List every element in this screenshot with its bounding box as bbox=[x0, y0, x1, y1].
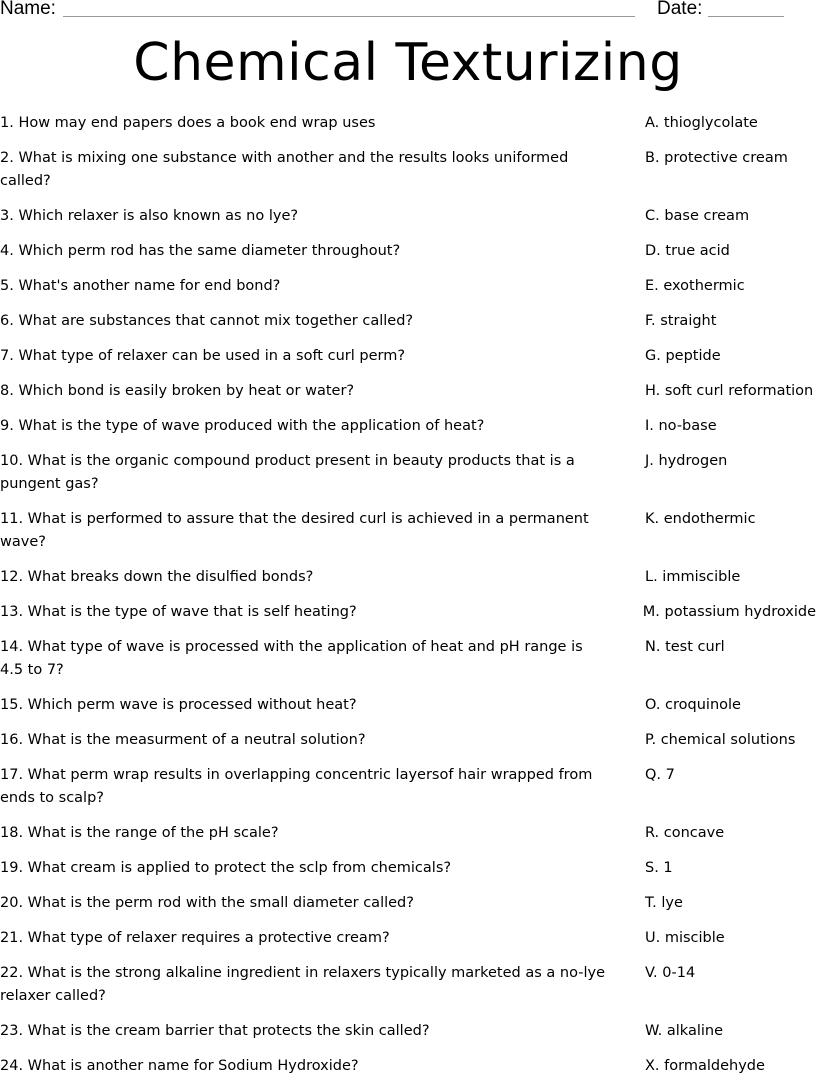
matching-row bbox=[0, 962, 816, 1008]
matching-row bbox=[0, 822, 816, 845]
question-text: 16. What is the measurment of a neutral solution? bbox=[0, 732, 366, 748]
answer-option: H. soft curl reformation bbox=[645, 383, 814, 399]
question-text: 8. Which bond is easily broken by heat or water? bbox=[0, 383, 355, 399]
matching-row bbox=[0, 450, 816, 496]
matching-row bbox=[0, 240, 816, 263]
matching-row bbox=[0, 694, 816, 717]
answer-option: A. thioglycolate bbox=[645, 115, 758, 131]
matching-row bbox=[0, 729, 816, 752]
matching-row bbox=[0, 380, 816, 403]
question-text: 18. What is the range of the pH scale? bbox=[0, 825, 279, 841]
question-text: 13. What is the type of wave that is self heating? bbox=[0, 604, 357, 620]
answer-option: J. hydrogen bbox=[645, 453, 728, 469]
matching-row bbox=[0, 205, 816, 228]
answer-option: E. exothermic bbox=[645, 278, 745, 294]
question-text: 19. What cream is applied to protect the sclp from chemicals? bbox=[0, 860, 452, 876]
question-text: 9. What is the type of wave produced with the application of heat? bbox=[0, 418, 485, 434]
matching-row bbox=[0, 112, 816, 135]
matching-row bbox=[0, 566, 816, 589]
question-text: 21. What type of relaxer requires a protective cream? bbox=[0, 930, 390, 946]
matching-row bbox=[0, 275, 816, 298]
question-text: 11. What is performed to assure that the desired curl is achieved in a permanent wave? bbox=[0, 511, 589, 550]
answer-option: V. 0-14 bbox=[645, 965, 696, 981]
matching-row bbox=[0, 1055, 816, 1078]
answer-option: R. concave bbox=[645, 825, 725, 841]
question-text: 24. What is another name for Sodium Hydroxide? bbox=[0, 1058, 359, 1074]
answer-option: U. miscible bbox=[645, 930, 725, 946]
answer-option: K. endothermic bbox=[645, 511, 756, 527]
question-text: 2. What is mixing one substance with another and the results looks uniformed called? bbox=[0, 150, 569, 189]
question-text: 22. What is the strong alkaline ingredient in relaxers typically marketed as a no-lye relaxer called? bbox=[0, 965, 605, 1004]
question-text: 15. Which perm wave is processed without heat? bbox=[0, 697, 357, 713]
worksheet-title: Chemical Texturizing bbox=[133, 33, 683, 93]
matching-row bbox=[0, 415, 816, 438]
matching-row bbox=[0, 310, 816, 333]
answer-option: D. true acid bbox=[645, 243, 730, 259]
answer-option: L. immiscible bbox=[645, 569, 741, 585]
question-text: 1. How may end papers does a book end wrap uses bbox=[0, 115, 376, 131]
answer-option: M. potassium hydroxide bbox=[642, 604, 816, 620]
name-blank-line bbox=[63, 16, 635, 17]
matching-row bbox=[0, 892, 816, 915]
matching-row bbox=[0, 345, 816, 368]
answer-option: G. peptide bbox=[645, 348, 721, 364]
answer-option: X. formaldehyde bbox=[645, 1058, 765, 1074]
answer-option: I. no-base bbox=[645, 418, 717, 434]
matching-list bbox=[0, 112, 816, 1090]
matching-row bbox=[0, 1020, 816, 1043]
answer-option: S. 1 bbox=[645, 860, 673, 876]
matching-row bbox=[0, 601, 816, 624]
question-text: 12. What breaks down the disulfied bonds? bbox=[0, 569, 314, 585]
worksheet-header bbox=[0, 0, 816, 22]
question-text: 6. What are substances that cannot mix together called? bbox=[0, 313, 414, 329]
question-text: 7. What type of relaxer can be used in a soft curl perm? bbox=[0, 348, 406, 364]
answer-option: W. alkaline bbox=[645, 1023, 724, 1039]
question-text: 3. Which relaxer is also known as no lye? bbox=[0, 208, 299, 224]
matching-row bbox=[0, 636, 816, 682]
question-text: 5. What's another name for end bond? bbox=[0, 278, 281, 294]
date-label: Date: bbox=[657, 0, 703, 19]
question-text: 10. What is the organic compound product present in beauty products that is a pungent gas? bbox=[0, 453, 575, 492]
name-label: Name: bbox=[0, 0, 56, 19]
matching-row bbox=[0, 147, 816, 193]
question-text: 17. What perm wrap results in overlapping concentric layersof hair wrapped from ends to scalp? bbox=[0, 767, 593, 806]
answer-option: F. straight bbox=[645, 313, 717, 329]
matching-row bbox=[0, 927, 816, 950]
matching-row bbox=[0, 857, 816, 880]
answer-option: B. protective cream bbox=[645, 150, 788, 166]
question-text: 20. What is the perm rod with the small diameter called? bbox=[0, 895, 414, 911]
answer-option: O. croquinole bbox=[645, 697, 741, 713]
question-text: 4. Which perm rod has the same diameter throughout? bbox=[0, 243, 401, 259]
answer-option: T. lye bbox=[645, 895, 683, 911]
matching-row bbox=[0, 508, 816, 554]
answer-option: P. chemical solutions bbox=[645, 732, 796, 748]
question-text: 23. What is the cream barrier that protects the skin called? bbox=[0, 1023, 430, 1039]
answer-option: C. base cream bbox=[645, 208, 750, 224]
date-blank-line bbox=[708, 16, 784, 17]
answer-option: N. test curl bbox=[645, 639, 725, 655]
matching-row bbox=[0, 764, 816, 810]
answer-option: Q. 7 bbox=[645, 767, 675, 783]
question-text: 14. What type of wave is processed with the application of heat and pH range is 4.5 to 7? bbox=[0, 639, 583, 678]
